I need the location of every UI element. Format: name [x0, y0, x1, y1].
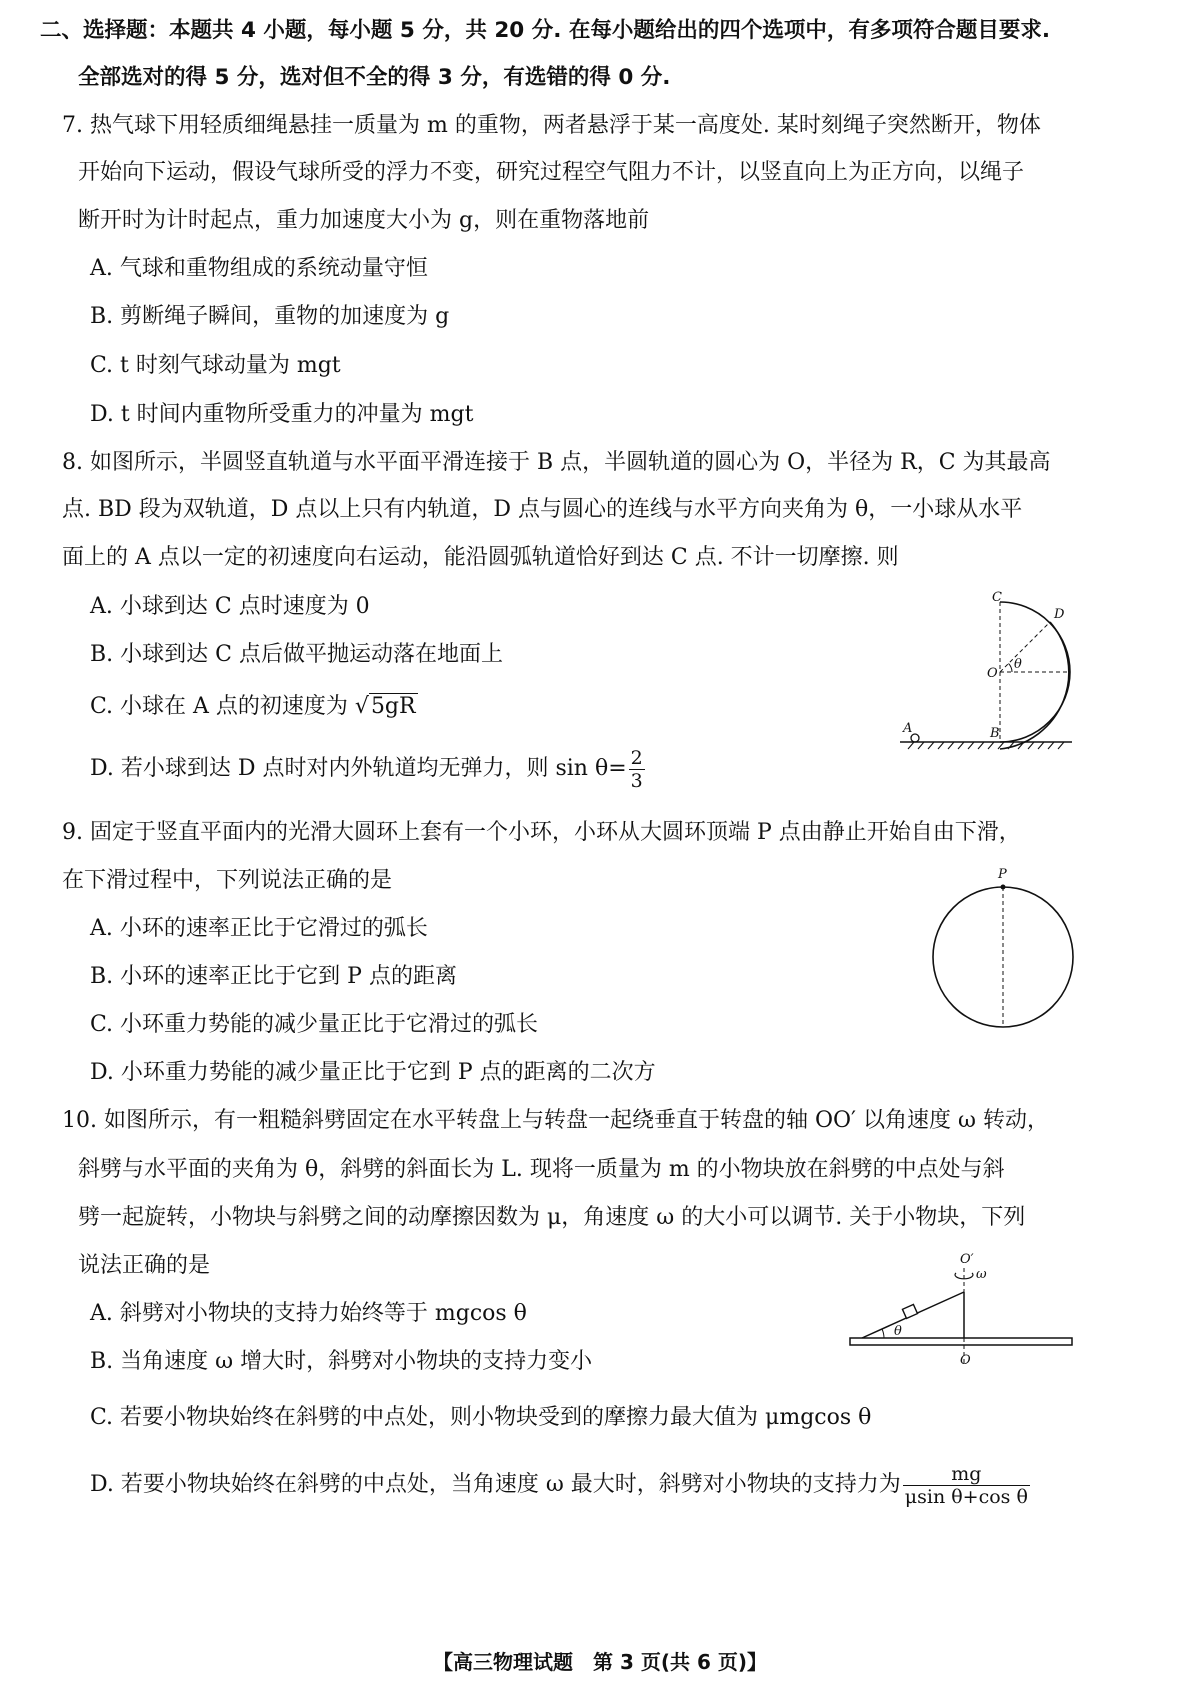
label-o-prime: O′: [960, 1252, 974, 1267]
q8-option-c: [90, 692, 418, 722]
q7-stem-line1: 7. 热气球下用轻质细绳悬挂一质量为 m 的重物，两者悬浮于某一高度处. 某时刻绳子突然断开，物体: [62, 113, 1041, 138]
q9-option-d: D. 小环重力势能的减少量正比于它到 P 点的距离的二次方: [90, 1060, 656, 1085]
section-title-line2: 全部选对的得 5 分，选对但不全的得 3 分，有选错的得 0 分.: [78, 65, 671, 90]
label-c: C: [992, 590, 1002, 605]
fraction-numerator: mg: [903, 1463, 1030, 1486]
q10-stem-line1: 10. 如图所示，有一粗糙斜劈固定在水平转盘上与转盘一起绕垂直于转盘的轴 OO′ 以角速度 ω 转动，: [62, 1108, 1049, 1133]
label-b: B: [990, 726, 1000, 741]
q10-wedge-diagram: [840, 1252, 1080, 1376]
q10-option-d-text: D. 若要小物块始终在斜劈的中点处，当角速度 ω 最大时，斜劈对小物块的支持力为: [90, 1472, 901, 1497]
ground-hatching: [908, 742, 1064, 749]
q9-option-a: A. 小环的速率正比于它滑过的弧长: [90, 916, 428, 941]
q7-stem-line2: 开始向下运动，假设气球所受的浮力不变，研究过程空气阻力不计，以竖直向上为正方向，以绳子: [78, 160, 1025, 185]
label-theta: θ: [894, 1324, 902, 1339]
q7-option-a: A. 气球和重物组成的系统动量守恒: [90, 256, 428, 281]
radius-to-d: [1000, 622, 1050, 672]
theta-arc: [1009, 664, 1013, 673]
q8-stem-line1: 8. 如图所示，半圆竖直轨道与水平面平滑连接于 B 点，半圆轨道的圆心为 O，半径为 R，C 为其最高: [62, 450, 1051, 475]
q9-ring-diagram: [925, 862, 1085, 1032]
section-title-line1: 二、选择题：本题共 4 小题，每小题 5 分，共 20 分. 在每小题给出的四个选项中，有多项符合题目要求.: [40, 18, 1051, 43]
label-o: O: [960, 1353, 971, 1368]
q9-stem-line1: 9. 固定于竖直平面内的光滑大圆环上套有一个小环，小环从大圆环顶端 P 点由静止开始自由下滑，: [62, 820, 1021, 845]
q10-option-a: A. 斜劈对小物块的支持力始终等于 mgcos θ: [90, 1301, 527, 1326]
q7-stem-line3: 断开时为计时起点，重力加速度大小为 g，则在重物落地前: [78, 208, 650, 233]
q8-option-b: B. 小球到达 C 点后做平抛运动落在地面上: [90, 642, 503, 667]
block: [902, 1304, 917, 1318]
label-p: P: [998, 867, 1007, 882]
label-a: A: [903, 721, 913, 736]
small-ring: [1001, 885, 1006, 890]
fraction-denominator: μsin θ+cos θ: [904, 1485, 1028, 1508]
q8-option-d: [90, 746, 645, 792]
label-o: O: [987, 666, 998, 681]
q10-option-c: C. 若要小物块始终在斜劈的中点处，则小物块受到的摩擦力最大值为 μmgcos θ: [90, 1405, 872, 1430]
q7-option-b: B. 剪断绳子瞬间，重物的加速度为 g: [90, 304, 450, 329]
q8-track-diagram: [900, 592, 1080, 752]
q10-stem-line3: 劈一起旋转，小物块与斜劈之间的动摩擦因数为 μ，角速度 ω 的大小可以调节. 关于小物块，下列: [78, 1205, 1026, 1230]
q10-stem-line2: 斜劈与水平面的夹角为 θ，斜劈的斜面长为 L. 现将一质量为 m 的小物块放在斜劈的中点处与斜: [78, 1157, 1005, 1182]
theta-arc: [882, 1329, 884, 1338]
fraction: [629, 747, 645, 792]
q8-option-c-text: C. 小球在 A 点的初速度为: [90, 694, 355, 719]
q9-stem-line2: 在下滑过程中，下列说法正确的是: [62, 868, 393, 893]
q8-option-d-text: D. 若小球到达 D 点时对内外轨道均无弹力，则 sin θ=: [90, 756, 627, 781]
page-footer: 【高三物理试题 第 3 页(共 6 页)】: [433, 1650, 767, 1674]
q8-option-a: A. 小球到达 C 点时速度为 0: [90, 594, 370, 619]
q7-option-d: D. t 时间内重物所受重力的冲量为 mgt: [90, 402, 474, 427]
q7-option-c: C. t 时刻气球动量为 mgt: [90, 353, 341, 378]
q10-option-b: B. 当角速度 ω 增大时，斜劈对小物块的支持力变小: [90, 1349, 593, 1374]
fraction: [903, 1463, 1030, 1508]
sqrt-radicand: 5gR: [370, 694, 416, 719]
q8-stem-line2: 点. BD 段为双轨道，D 点以上只有内轨道，D 点与圆心的连线与水平方向夹角为 θ，一小球从水平: [62, 497, 1023, 522]
q10-stem-line4: 说法正确的是: [78, 1253, 211, 1278]
label-d: D: [1054, 607, 1065, 622]
q8-stem-line3: 面上的 A 点以一定的初速度向右运动，能沿圆弧轨道恰好到达 C 点. 不计一切摩擦. 则: [62, 545, 899, 570]
q10-option-d: [90, 1462, 1030, 1508]
label-theta: θ: [1014, 657, 1022, 672]
q9-option-b: B. 小环的速率正比于它到 P 点的距离: [90, 964, 457, 989]
fraction-numerator: 2: [630, 746, 643, 769]
fraction-denominator: 3: [630, 769, 643, 792]
outer-track: [1000, 622, 1069, 749]
turntable: [850, 1338, 1072, 1345]
q9-option-c: C. 小环重力势能的减少量正比于它滑过的弧长: [90, 1012, 539, 1037]
sqrt-expression: √5gR: [354, 694, 416, 719]
label-omega: ω: [976, 1267, 987, 1282]
